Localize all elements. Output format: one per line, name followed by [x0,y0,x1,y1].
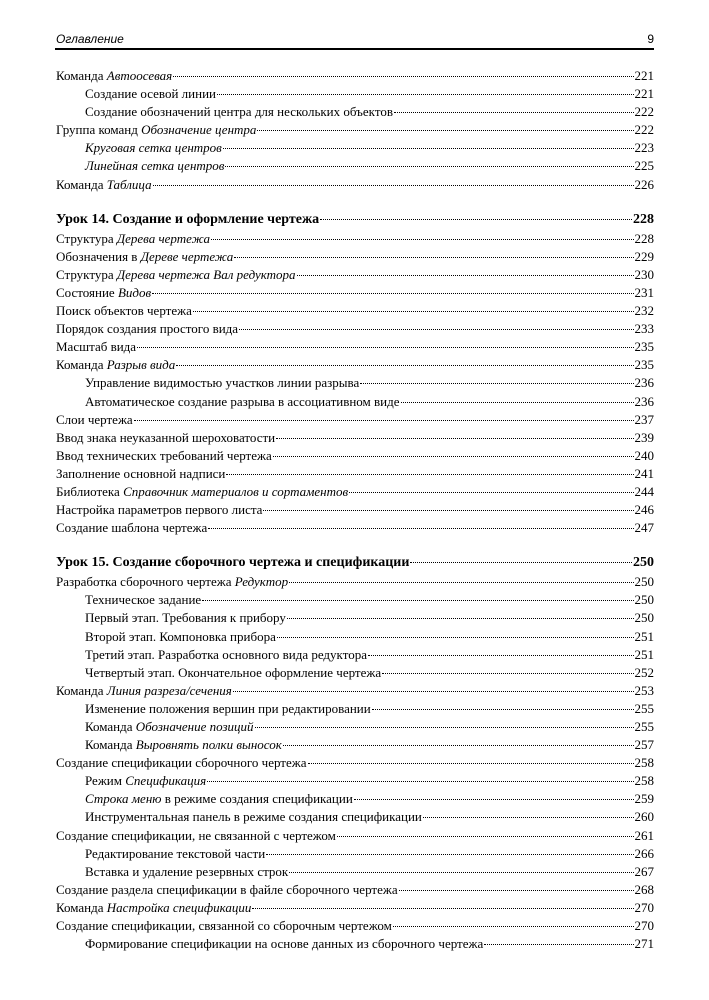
toc-entry-title-part: Структура [56,266,117,282]
toc-entry-title [85,718,254,736]
toc-entry [56,664,654,682]
toc-leader-dots [337,836,634,837]
toc-entry-page: 266 [634,845,654,861]
toc-entry [56,863,654,881]
toc-entry-title-part: Спецификация [125,773,207,789]
toc-entry-title [56,501,262,519]
toc-leader-dots [273,456,634,457]
toc-entry-title-part: Формирование спецификации на основе данных из сборочного чертежа [85,936,484,952]
toc-leader-dots [287,618,634,619]
toc-entry-page: 226 [634,176,654,192]
toc-entry [56,284,654,302]
toc-entry-page: 231 [634,284,654,300]
toc-entry-page: 255 [634,700,654,716]
toc-entry-title-part: Библиотека [56,483,124,499]
toc-leader-dots [176,365,633,366]
toc-entry [56,573,654,591]
toc-entry-title [85,772,206,790]
toc-entry-title-part: Команда [85,737,136,753]
toc-leader-dots [399,890,634,891]
toc-entry-title-part: Создание шаблона чертежа [56,520,208,536]
toc-entry-page: 232 [634,303,654,319]
toc-leader-dots [208,528,633,529]
toc-leader-dots [360,383,633,384]
toc-entry-page: 223 [634,140,654,156]
toc-entry [56,103,654,121]
toc-entry-title [56,67,172,85]
toc-entry [56,501,654,519]
toc-entry [56,772,654,790]
toc-entry-page: 233 [634,321,654,337]
toc-entry-title [56,121,256,139]
toc-entry [56,338,654,356]
toc-entry-title-part: Техническое задание [85,592,202,608]
toc-entry-page: 251 [634,646,654,662]
toc-entry-title [56,284,151,302]
toc-entry [56,393,654,411]
toc-leader-dots [217,94,634,95]
toc-entry-title-part: Создание спецификации сборочного чертежа [56,755,307,771]
toc-entry-page: 222 [634,104,654,120]
toc-leader-dots [297,275,634,276]
toc-entry-page: 260 [634,809,654,825]
toc-entry-title [85,374,359,392]
toc-entry-title-part: Команда [85,719,136,734]
toc-entry-title-part: Команда [56,176,107,192]
toc-entry-title-part: Четвертый этап. Окончательное оформление чертежа [85,664,382,680]
toc-entry-page: 228 [633,211,654,227]
toc-entry-title [56,230,210,248]
toc-entry-page: 229 [634,248,654,264]
toc-entry-title-part: Команда [56,357,107,373]
toc-entry-title-part: Второй этап. Компоновка прибора [85,628,276,644]
toc-chapter-entry [56,209,654,230]
toc-entry-page: 253 [634,682,654,698]
toc-entry-title-part: Первый этап. Требования к прибору [85,610,286,626]
toc-leader-dots [173,76,633,77]
toc-entry-title-part: Разрыв вида [106,357,176,373]
toc-leader-dots [423,817,634,818]
toc-leader-dots [152,293,633,294]
toc-entry-title-part: Настройка параметров первого листа [56,502,263,518]
toc-leader-dots [263,510,633,511]
toc-entry-page: 241 [634,465,654,481]
toc-leader-dots [382,673,633,674]
toc-entry-title-part: Поиск объектов чертежа [56,303,192,319]
toc-entry-title [56,881,398,899]
toc-entry-page: 225 [634,158,654,174]
toc-entry-page: 222 [634,122,654,138]
running-header-title: Оглавление [56,32,124,46]
toc-entry-page: 244 [634,483,654,499]
toc-entry-title [56,176,152,194]
toc-entry [56,230,654,248]
toc-entry-page: 259 [634,791,654,807]
toc-entry-title-part: Справочник материалов и сортаментов [123,483,349,499]
toc-entry-title-part: Создание спецификации, связанной со сборочным чертежом [56,918,392,934]
toc-entry-title-part: Обозначение центра [141,122,257,138]
toc-entry-page: 228 [634,230,654,246]
toc-entry-title-part: Команда [56,682,107,698]
toc-entry-title-part: Изменение положения вершин при редактировании [85,700,371,716]
toc-leader-dots [153,185,634,186]
toc-entry [56,447,654,465]
toc-entry-title [56,899,251,917]
toc-entry [56,736,654,754]
page-number: 9 [647,32,654,46]
toc-leader-dots [266,854,633,855]
toc-leader-dots [289,582,633,583]
toc-entry-title-part: Линия разреза/сечения [106,682,232,698]
toc-entry-title [85,609,286,627]
toc-entry-title-part: Автоматическое создание разрыва в ассоциативном виде [85,393,400,409]
toc-entry-title [85,591,201,609]
toc-leader-dots [137,347,633,348]
toc-entry-title [56,917,392,935]
toc-leader-dots [484,944,633,945]
toc-entry-title-part: Линейная сетка центров [85,158,225,174]
toc-leader-dots [234,257,633,258]
toc-entry-page: 247 [634,520,654,536]
toc-entry [56,67,654,85]
toc-leader-dots [233,691,634,692]
toc-leader-dots [394,112,634,113]
toc-entry [56,917,654,935]
toc-entry [56,465,654,483]
toc-leader-dots [202,600,633,601]
toc-entry [56,935,654,953]
toc-entry [56,519,654,537]
toc-entry-title-part: Разработка сборочного чертежа [56,574,235,590]
toc-entry-title [85,646,367,664]
toc-entry-page: 236 [634,393,654,409]
toc-entry [56,881,654,899]
toc-entry [56,248,654,266]
toc-leader-dots [320,219,632,220]
toc-entry-page: 257 [634,737,654,753]
toc-entry-title-part: Создание осевой линии [85,86,216,102]
toc-entry-title-part: Инструментальная панель в режиме создания спецификации [85,809,422,825]
toc-entry-title [56,447,272,465]
toc-entry [56,790,654,808]
toc-entry-title-part: Автоосевая [106,68,173,83]
toc-entry [56,700,654,718]
toc-entry-page: 230 [634,266,654,282]
toc-entry [56,808,654,826]
toc-entry-title-part: Структура [56,230,117,246]
toc-entry-page: 240 [634,447,654,463]
table-of-contents [56,67,654,953]
toc-leader-dots [252,908,633,909]
toc-entry-title [56,411,133,429]
toc-entry-page: 261 [634,827,654,843]
toc-entry-title [56,827,336,845]
toc-entry [56,718,654,736]
toc-entry-title [56,682,232,700]
toc-entry-title-part: Заполнение основной надписи [56,465,226,481]
toc-entry-page: 251 [634,628,654,644]
toc-entry-title-part: Обозначения в [56,248,141,264]
toc-leader-dots [193,311,634,312]
toc-entry-page: 270 [634,899,654,915]
toc-leader-dots [239,329,633,330]
toc-entry [56,845,654,863]
toc-entry-title [56,356,175,374]
toc-chapter-entry [56,552,654,573]
toc-entry-title-part: Группа команд [56,122,142,138]
toc-entry-title [56,266,296,284]
toc-entry-title-part: Управление видимостью участков линии разрыва [85,375,360,391]
toc-entry-title [85,393,400,411]
toc-entry-title-part: Круговая сетка центров [85,140,222,156]
toc-entry-title-part: Вставка и удаление резервных строк [85,863,289,879]
toc-entry [56,356,654,374]
toc-entry-page: 250 [634,574,654,590]
toc-entry-title-part: Дерева чертежа [116,230,211,246]
toc-entry-title-part: Слои чертежа [56,411,133,427]
toc-entry-title [85,935,483,953]
toc-entry-page: 267 [634,863,654,879]
toc-leader-dots [255,727,634,728]
toc-leader-dots [401,402,634,403]
toc-entry [56,266,654,284]
toc-entry-title [85,790,353,808]
toc-entry-title [56,248,233,266]
toc-entry-page: 239 [634,429,654,445]
toc-entry-title-part: Таблица [106,176,152,192]
toc-entry-title [85,845,265,863]
toc-entry-title-part: Дерева чертежа Вал редуктора [116,266,296,282]
toc-entry-title-part: Выровнять полки выносок [135,737,282,753]
toc-entry-page: 250 [633,555,654,571]
toc-leader-dots [410,562,632,563]
toc-entry [56,682,654,700]
toc-entry [56,320,654,338]
toc-leader-dots [393,926,634,927]
toc-entry-title [56,519,207,537]
toc-leader-dots [226,474,633,475]
toc-entry-title [85,85,216,103]
toc-entry-title-part: Команда [56,899,107,915]
toc-entry-title-part: Урок 14. Создание и оформление чертежа [56,211,320,227]
toc-entry [56,85,654,103]
toc-entry-title [56,465,225,483]
toc-leader-dots [368,655,634,656]
header-rule [55,48,654,50]
toc-entry-page: 236 [634,375,654,391]
toc-entry [56,176,654,194]
toc-leader-dots [257,130,633,131]
toc-entry-title-part: Видов [117,284,152,300]
toc-entry-title [56,209,319,230]
toc-entry-page: 268 [634,881,654,897]
toc-entry [56,429,654,447]
toc-entry-title-part: Команда [56,68,107,83]
toc-leader-dots [207,781,633,782]
toc-entry-title [85,700,371,718]
toc-entry [56,827,654,845]
toc-entry-title [56,573,288,591]
toc-entry [56,754,654,772]
toc-leader-dots [354,799,634,800]
toc-entry-page: 237 [634,411,654,427]
toc-entry [56,483,654,501]
toc-entry [56,121,654,139]
toc-entry-title [85,808,422,826]
toc-entry-page: 235 [634,339,654,355]
toc-entry-title-part: Ввод технических требований чертежа [56,447,272,463]
toc-entry-page: 250 [634,592,654,608]
toc-entry [56,591,654,609]
toc-entry [56,609,654,627]
toc-entry-title-part: Состояние [56,284,118,300]
toc-entry-title [85,664,381,682]
toc-entry-title [56,754,307,772]
toc-leader-dots [225,166,633,167]
toc-leader-dots [372,709,634,710]
toc-entry-title-part: Дереве чертежа [140,248,234,264]
toc-entry-title [56,338,136,356]
toc-entry-page: 255 [634,719,654,734]
toc-entry-title [56,483,348,501]
toc-leader-dots [277,637,634,638]
toc-entry-title-part: Масштаб вида [56,339,137,355]
toc-entry-page: 235 [634,357,654,373]
toc-entry [56,411,654,429]
toc-leader-dots [349,492,633,493]
toc-entry-title-part: Настройка спецификации [106,899,252,915]
toc-entry-title [56,552,409,573]
toc-entry-title-part: в режиме создания спецификации [161,791,353,807]
toc-entry-title [56,302,192,320]
toc-entry [56,302,654,320]
toc-entry-title-part: Создание обозначений центра для нескольких объектов [85,104,393,120]
toc-entry-title-part: Ввод знака неуказанной шероховатости [56,429,276,445]
toc-entry-title [85,103,393,121]
toc-entry-title [56,429,275,447]
toc-entry-title-part: Создание раздела спецификации в файле сборочного чертежа [56,881,398,897]
toc-leader-dots [134,420,634,421]
toc-entry-page: 252 [634,664,654,680]
toc-entry [56,139,654,157]
toc-entry [56,628,654,646]
toc-entry-title-part: Создание спецификации, не связанной с чертежом [56,827,336,843]
toc-entry [56,374,654,392]
toc-entry-title-part: Редуктор [234,574,289,590]
toc-entry-title-part: Строка меню [85,791,162,807]
toc-leader-dots [308,763,634,764]
toc-leader-dots [276,438,633,439]
toc-entry-page: 258 [634,755,654,771]
toc-entry-title [85,139,222,157]
toc-entry-title-part: Третий этап. Разработка основного вида редуктора [85,646,367,662]
toc-entry [56,899,654,917]
toc-entry-page: 221 [634,86,654,102]
toc-leader-dots [289,872,633,873]
toc-entry-title [85,736,282,754]
toc-entry-page: 270 [634,918,654,934]
toc-entry-title-part: Обозначение позиций [135,719,254,734]
toc-entry-title-part: Порядок создания простого вида [56,321,239,337]
toc-entry-page: 246 [634,502,654,518]
toc-leader-dots [211,239,633,240]
toc-entry-title-part: Редактирование текстовой части [85,845,266,861]
toc-entry-title [85,863,288,881]
toc-entry [56,646,654,664]
toc-entry-title [56,320,238,338]
toc-leader-dots [283,745,634,746]
toc-entry-title-part: Режим [85,773,126,789]
toc-entry-title [85,157,224,175]
toc-leader-dots [223,148,634,149]
toc-entry-page: 258 [634,773,654,789]
toc-entry-page: 221 [634,68,654,83]
toc-entry-title-part: Урок 15. Создание сборочного чертежа и спецификации [56,555,410,571]
toc-entry [56,157,654,175]
toc-entry-title [85,628,276,646]
toc-entry-page: 250 [634,610,654,626]
toc-entry-page: 271 [634,936,654,952]
